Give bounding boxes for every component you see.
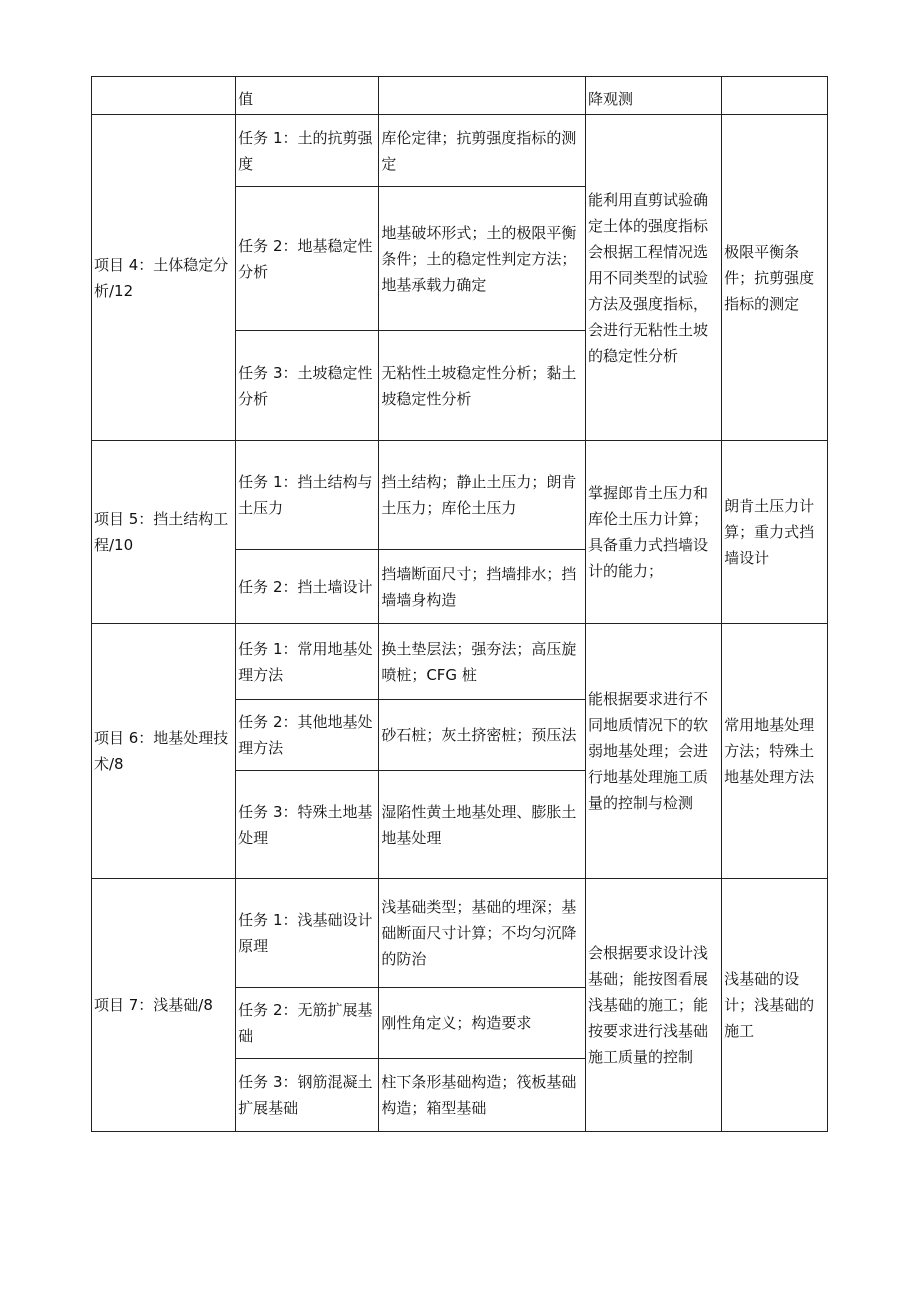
content-cell: 地基破坏形式；土的极限平衡条件；土的稳定性判定方法；地基承载力确定 — [379, 187, 586, 331]
table-row — [92, 624, 828, 700]
content-cell: 湿陷性黄土地基处理、膨胀土地基处理 — [379, 771, 586, 879]
key-points-cell: 极限平衡条件；抗剪强度指标的测定 — [722, 115, 828, 441]
table-cell — [379, 77, 586, 115]
content-cell: 刚性角定义；构造要求 — [379, 988, 586, 1059]
project-name-cell: 项目 4：土体稳定分析/12 — [92, 115, 236, 441]
content-cell: 浅基础类型；基础的埋深；基础断面尺寸计算；不均匀沉降的防治 — [379, 879, 586, 988]
content-cell: 柱下条形基础构造；筏板基础构造；箱型基础 — [379, 1059, 586, 1132]
task-cell: 任务 2：地基稳定性分析 — [236, 187, 379, 331]
task-cell: 任务 3：特殊土地基处理 — [236, 771, 379, 879]
task-cell: 任务 2：其他地基处理方法 — [236, 700, 379, 771]
ability-cell: 会根据要求设计浅基础；能按图看展浅基础的施工；能按要求进行浅基础施工质量的控制 — [586, 879, 722, 1132]
content-cell: 砂石桩；灰土挤密桩；预压法 — [379, 700, 586, 771]
key-points-cell: 常用地基处理方法；特殊土地基处理方法 — [722, 624, 828, 879]
project-name-cell: 项目 6：地基处理技术/8 — [92, 624, 236, 879]
task-cell: 任务 1：土的抗剪强度 — [236, 115, 379, 187]
ability-cell: 能利用直剪试验确定土体的强度指标会根据工程情况选用不同类型的试验方法及强度指标，会进行无粘性土坡的稳定性分析 — [586, 115, 722, 441]
project-name-cell: 项目 5：挡土结构工程/10 — [92, 441, 236, 624]
ability-cell: 能根据要求进行不同地质情况下的软弱地基处理；会进行地基处理施工质量的控制与检测 — [586, 624, 722, 879]
table-cell — [722, 77, 828, 115]
content-cell: 挡墙断面尺寸；挡墙排水；挡墙墙身构造 — [379, 550, 586, 624]
key-points-cell: 浅基础的设计；浅基础的施工 — [722, 879, 828, 1132]
key-points-cell: 朗肯土压力计算；重力式挡墙设计 — [722, 441, 828, 624]
content-cell: 库伦定律；抗剪强度指标的测定 — [379, 115, 586, 187]
table-row — [92, 77, 828, 115]
project-name-cell: 项目 7：浅基础/8 — [92, 879, 236, 1132]
content-cell: 挡土结构；静止土压力；朗肯土压力；库伦土压力 — [379, 441, 586, 550]
task-cell: 任务 1：常用地基处理方法 — [236, 624, 379, 700]
table-row — [92, 441, 828, 550]
task-cell: 任务 1：浅基础设计原理 — [236, 879, 379, 988]
ability-cell: 掌握郎肯土压力和库伦土压力计算；具备重力式挡墙设计的能力； — [586, 441, 722, 624]
table-cell: 降观测 — [586, 77, 722, 115]
table-row — [92, 879, 828, 988]
table-cell: 值 — [236, 77, 379, 115]
task-cell: 任务 2：挡土墙设计 — [236, 550, 379, 624]
task-cell: 任务 2：无筋扩展基础 — [236, 988, 379, 1059]
task-cell: 任务 3：钢筋混凝土扩展基础 — [236, 1059, 379, 1132]
table-cell — [92, 77, 236, 115]
table-row — [92, 115, 828, 187]
content-cell: 无粘性土坡稳定性分析；黏土坡稳定性分析 — [379, 331, 586, 441]
task-cell: 任务 1：挡土结构与土压力 — [236, 441, 379, 550]
task-cell: 任务 3：土坡稳定性分析 — [236, 331, 379, 441]
course-content-table — [91, 76, 828, 1132]
content-cell: 换土垫层法；强夯法；高压旋喷桩；CFG 桩 — [379, 624, 586, 700]
